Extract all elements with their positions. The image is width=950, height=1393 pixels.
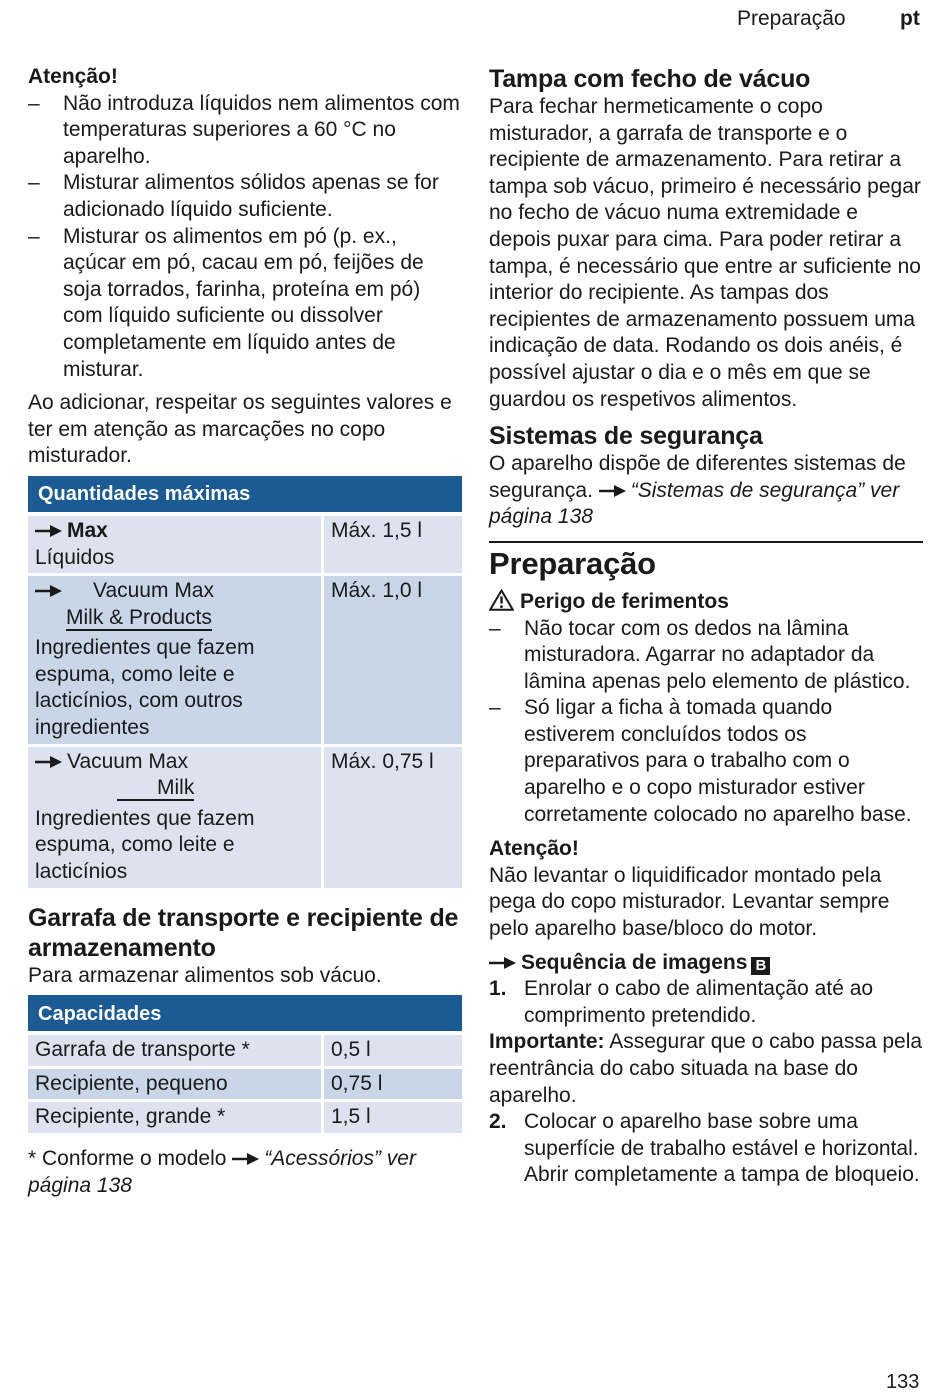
- table-header: Quantidades máximas: [28, 476, 462, 514]
- section-heading-vacuum-lid: Tampa com fecho de vácuo: [489, 65, 811, 93]
- table-row: [28, 1067, 462, 1101]
- image-sequence-line: Sequência de imagens B: [489, 950, 923, 977]
- value-cell: 0,75 l: [323, 1067, 463, 1101]
- arrow-icon: [232, 1152, 260, 1166]
- table-row: [28, 1101, 462, 1135]
- danger-heading: Perigo de ferimentos: [489, 589, 923, 616]
- row-description: Líquidos: [35, 545, 115, 569]
- page-number: 133: [886, 1371, 920, 1393]
- table-header: Capacidades: [28, 995, 462, 1033]
- arrow-icon: [599, 484, 627, 498]
- value-cell: 0,5 l: [323, 1033, 463, 1067]
- milk-label: Milk: [117, 777, 194, 801]
- capacities-table: [28, 995, 462, 1136]
- danger-list: [489, 616, 923, 829]
- attention-heading: Atenção!: [28, 65, 118, 88]
- list-item: 1. Enrolar o cabo de alimentação até ao comprimento pretendido.: [489, 977, 874, 1027]
- item-cell: Recipiente, grande *: [28, 1101, 323, 1135]
- table-row: [28, 1033, 462, 1067]
- list-item: – Não tocar com os dedos na lâmina misturadora. Agarrar no adaptador da lâmina apenas pelo elemento de plástico.: [489, 616, 923, 696]
- max-quantities-table: [28, 476, 462, 891]
- right-column: [489, 64, 923, 1189]
- table-cell: [28, 745, 323, 889]
- section-text-transport: Para armazenar alimentos sob vácuo.: [28, 963, 382, 987]
- milk-products-label: Milk & Products: [66, 605, 212, 629]
- left-column: [28, 64, 462, 1199]
- intro-paragraph: Ao adicionar, respeitar os seguintes valores e ter em atenção as marcações no copo misturador.: [28, 391, 452, 468]
- table-row: [28, 745, 462, 889]
- steps-list: [489, 976, 923, 1029]
- section-heading-safety: Sistemas de segurança: [489, 422, 763, 451]
- arrow-icon: [35, 524, 63, 538]
- list-item: 2. Colocar o aparelho base sobre uma superfície de trabalho estável e horizontal. Abrir completamente a tampa de bloqueio.: [489, 1110, 920, 1187]
- vacuum-max-symbol: Vacuum Max: [35, 578, 314, 605]
- arrow-icon: [35, 755, 63, 769]
- attention-text: Não levantar o liquidificador montado pela pega do copo misturador. Levantar sempre pelo aparelho base/bloco do motor.: [489, 863, 890, 941]
- attention-list: [28, 91, 462, 384]
- list-item: – Só ligar a ficha à tomada quando estiverem concluídos todos os preparativos para o trabalho com o aparelho e o copo misturador estiver corretamente colocado no aparelho base.: [489, 695, 923, 828]
- important-note: Importante: Assegurar que o cabo passa pela reentrância do cabo situada na base do aparelho.: [489, 1030, 923, 1107]
- value-cell: 1,5 l: [323, 1101, 463, 1135]
- section-heading-transport: Garrafa de transporte e recipiente de armazenamento: [28, 903, 459, 962]
- section-text-vacuum-lid: Para fechar hermeticamente o copo misturador, a garrafa de transporte e o recipiente de armazenamento. Para retirar a tampa sob vácuo, primeiro é necessário pegar no fecho de vácuo numa extremidade e depois puxar para cima. Para poder retirar a tampa, é necessário que entre ar suficiente no interior do recipiente. As tampas dos recipientes de armazenamento possuem uma indicação de data. Rodando os dois anéis, é possível ajustar o dia e o mês em que se guardou os respetivos alimentos.: [489, 95, 921, 411]
- steps-list: [489, 1109, 923, 1189]
- page-title: Preparação: [489, 545, 656, 581]
- attention-heading: Atenção!: [489, 837, 579, 861]
- warning-icon: [489, 589, 514, 611]
- section-text-safety: O aparelho dispõe de diferentes sistemas de segurança. “Sistemas de segurança” ver página 138: [489, 452, 906, 529]
- footnote: * Conforme o modelo “Acessórios” ver página 138: [28, 1147, 416, 1197]
- arrow-icon: [489, 956, 517, 970]
- table-row: [28, 575, 462, 746]
- accessories-reference[interactable]: “Acessórios” ver página 138: [28, 1147, 416, 1197]
- list-item: – Misturar alimentos sólidos apenas se for adicionado líquido suficiente.: [28, 170, 462, 223]
- max-symbol: Max: [35, 518, 314, 545]
- row-description: Ingredientes que fazem espuma, como leite e lacticínios: [35, 806, 255, 884]
- section-divider: [489, 541, 923, 543]
- value-cell: Máx. 1,5 l: [323, 514, 463, 575]
- table-cell: [28, 575, 323, 746]
- arrow-icon: [35, 584, 63, 598]
- table-row: [28, 514, 462, 575]
- value-cell: Máx. 0,75 l: [323, 745, 463, 889]
- safety-reference[interactable]: “Sistemas de segurança” ver página 138: [489, 478, 900, 529]
- vacuum-max-milk-symbol: Vacuum Max: [35, 749, 314, 776]
- item-cell: Recipiente, pequeno: [28, 1067, 323, 1101]
- header-section-title: Preparação: [737, 7, 846, 30]
- value-cell: Máx. 1,0 l: [323, 575, 463, 746]
- item-cell: Garrafa de transporte *: [28, 1033, 323, 1067]
- image-sequence-badge: B: [751, 957, 770, 975]
- table-cell: [28, 514, 323, 575]
- row-description: Ingredientes que fazem espuma, como leite e lacticínios, com outros ingredientes: [35, 636, 255, 740]
- list-item: – Não introduza líquidos nem alimentos com temperaturas superiores a 60 °C no aparelho.: [28, 91, 462, 171]
- list-item: – Misturar os alimentos em pó (p. ex., açúcar em pó, cacau em pó, feijões de soja torrados, farinha, proteína em pó) com líquido suficiente ou dissolver completamente em líquido antes de misturar.: [28, 224, 462, 384]
- header-language: pt: [900, 7, 920, 30]
